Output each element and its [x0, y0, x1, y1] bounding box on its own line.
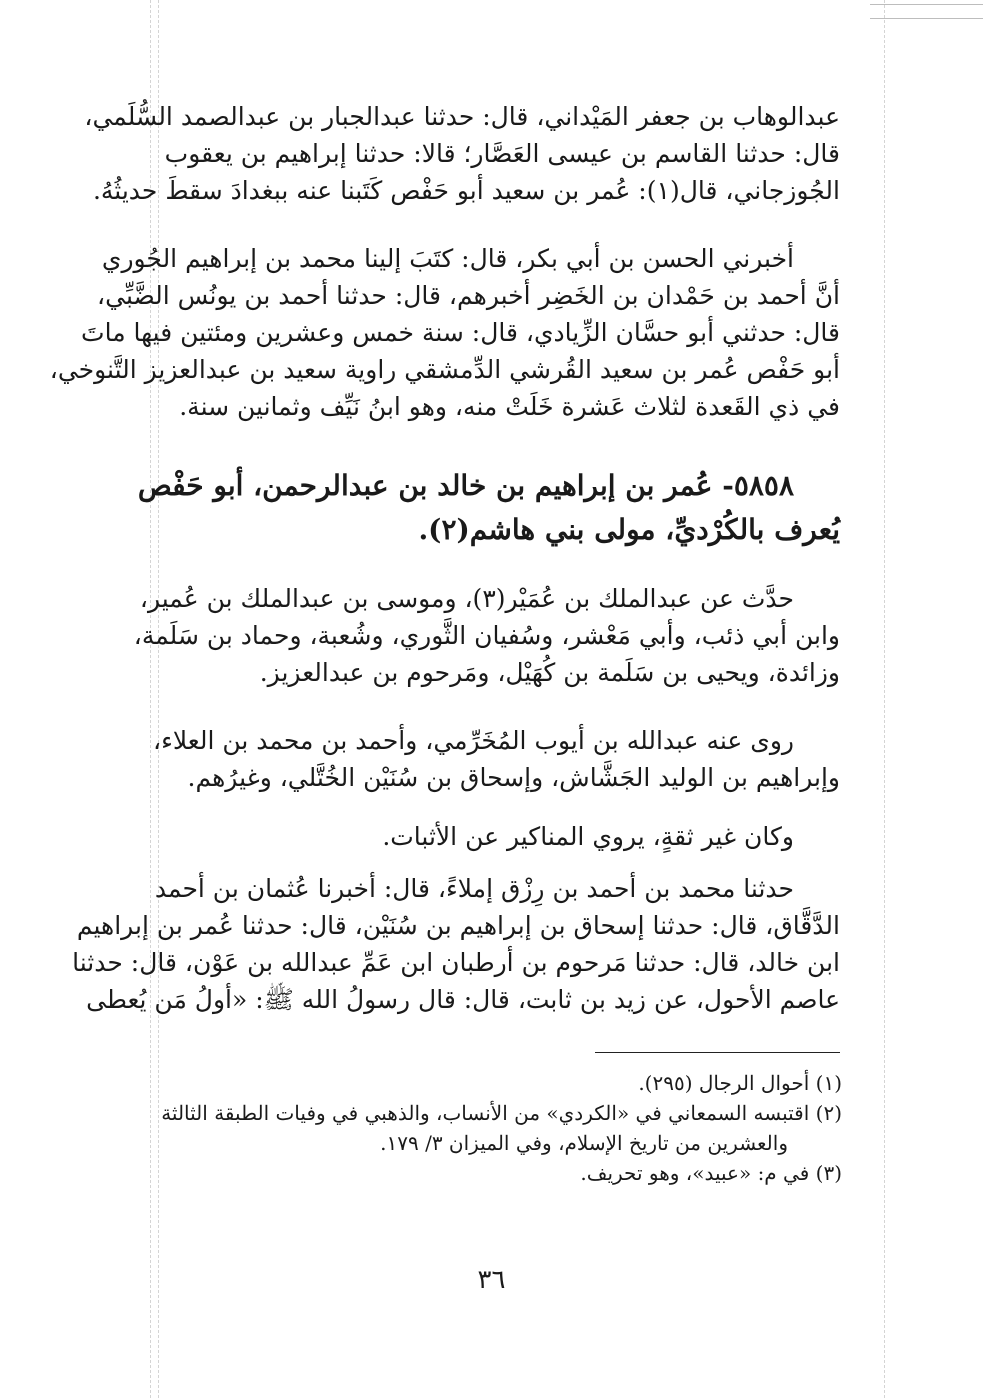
- text-line: وابن أبي ذئب، وأبي مَعْشر، وسُفيان الثَّوري، وشُعبة، وحماد بن سَلَمة،: [133, 621, 840, 650]
- text-line: عاصم الأحول، عن زيد بن ثابت، قال: قال رسولُ الله ﷺ: «أولُ مَن يُعطى: [86, 985, 840, 1014]
- text-line: الدَّقَّاق، قال: حدثنا إسحاق بن إبراهيم بن سُنَيْن، قال: حدثنا عُمر بن إبراهيم: [76, 911, 840, 940]
- footnotes: [126, 1068, 842, 1188]
- text-line: وزائدة، ويحيى بن سَلَمة بن كُهَيْل، ومَرحوم بن عبدالعزيز.: [259, 658, 840, 687]
- scan-artifact-line: [870, 18, 983, 19]
- footnote-separator: [595, 1052, 840, 1053]
- text-line: أنَّ أحمد بن حَمْدان بن الخَضِر أخبرهم، قال: حدثنا أحمد بن يونُس الضَّبِّي،: [97, 281, 840, 310]
- footnote-2: (٢) اقتبسه السمعاني في «الكردي» من الأنساب، والذهبي في وفيات الطبقة الثالثة: [161, 1101, 842, 1125]
- paragraph-assessment: [132, 818, 840, 855]
- scan-artifact-line: [158, 0, 159, 1398]
- text-line: الجُوزجاني، قال(١): عُمر بن سعيد أبو حَفْص كَتَبنا عنه ببغدادَ سقطَ حديثُهُ.: [92, 176, 840, 205]
- paragraph-death-report: [49, 240, 840, 425]
- paragraph-students: [132, 722, 840, 796]
- text-line: ابن خالد، قال: حدثنا مَرحوم بن أرطبان ابن عَمِّ عبدالله بن عَوْن، قال: حدثنا: [72, 948, 840, 977]
- text-line: قال: حدثني أبو حسَّان الزِّيادي، قال: سنة خمس وعشرين ومئتين فيها ماتَ: [81, 318, 840, 347]
- text-line: أبو حَفْص عُمر بن سعيد القُرشي الدِّمشقي راوية سعيد بن عبدالعزيز التَّنوخي،: [49, 355, 840, 384]
- scan-artifact-line: [884, 0, 885, 1398]
- text-line: عبدالوهاب بن جعفر المَيْداني، قال: حدثنا عبدالجبار بن عبدالصمد السُّلَمي،: [84, 102, 840, 131]
- paragraph-hadith: [72, 870, 840, 1018]
- text-line: وكان غير ثقةٍ، يروي المناكير عن الأثبات.: [382, 822, 794, 851]
- text-line: روى عنه عبدالله بن أيوب المُخَرِّمي، وأحمد بن محمد بن العلاء،: [153, 726, 794, 755]
- text-line: وإبراهيم بن الوليد الجَشَّاش، وإسحاق بن سُنَيْن الخُتَّلي، وغيرُهم.: [187, 763, 840, 792]
- scan-artifact-line: [870, 4, 983, 5]
- paragraph-teachers: [132, 580, 840, 691]
- page-number: ٣٦: [477, 1265, 506, 1295]
- footnote-3: (٣) في م: «عبيد»، وهو تحريف.: [580, 1161, 842, 1185]
- footnote-1: (١) أحوال الرجال (٢٩٥).: [638, 1071, 842, 1095]
- text-line: أخبرني الحسن بن أبي بكر، قال: كتَبَ إلينا محمد بن إبراهيم الجُوري: [101, 244, 794, 273]
- text-line: حدَّث عن عبدالملك بن عُمَيْر(٣)، وموسى بن عبدالملك بن عُمير،: [139, 584, 794, 613]
- entry-heading-line: يُعرف بالكُرْديِّ، مولى بني هاشم(٢).: [418, 513, 840, 546]
- entry-heading-line: ٥٨٥٨- عُمر بن إبراهيم بن خالد بن عبدالرحمن، أبو حَفْص: [137, 469, 794, 502]
- text-line: حدثنا محمد بن أحمد بن رِزْق إملاءً، قال: أخبرنا عُثمان بن أحمد: [154, 874, 794, 903]
- footnote-2-continued: والعشرين من تاريخ الإسلام، وفي الميزان ٣/ ١٧٩.: [380, 1131, 788, 1155]
- entry-heading: [132, 464, 840, 552]
- scan-artifact-line: [150, 0, 151, 1398]
- text-line: قال: حدثنا القاسم بن عيسى العَصَّار؛ قالا: حدثنا إبراهيم بن يعقوب: [164, 139, 840, 168]
- text-line: في ذي القَعدة لثلاث عَشرة خَلَتْ منه، وهو ابنُ نَيِّف وثمانين سنة.: [179, 392, 840, 421]
- paragraph-opening: [84, 98, 840, 209]
